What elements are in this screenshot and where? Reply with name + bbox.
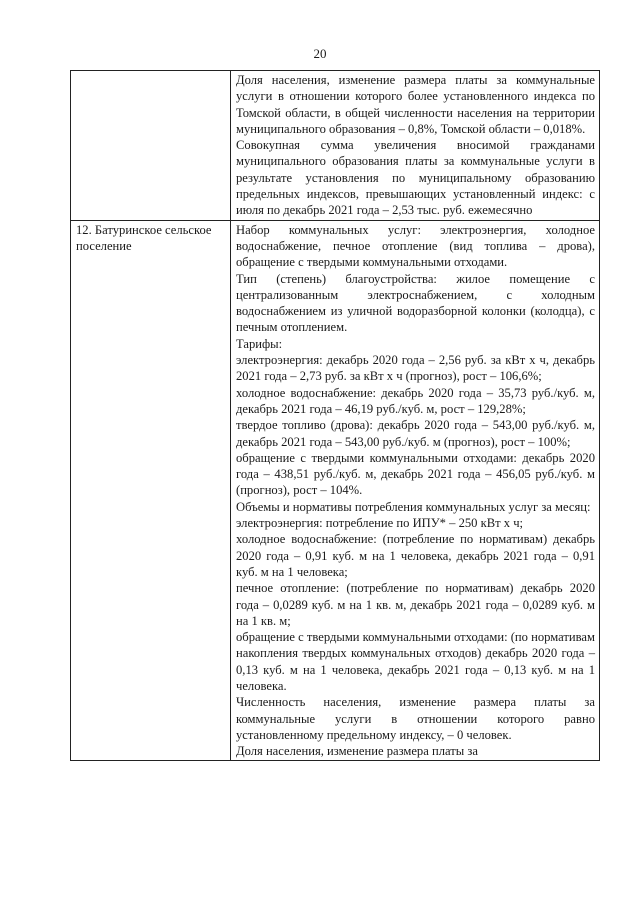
paragraph: электроэнергия: потребление по ИПУ* – 250 кВт х ч;	[236, 516, 524, 531]
paragraph: Набор коммунальных услуг: электроэнергия, холодное водоснабжение, печное отопление (вид топлива – дрова), обращение с твердыми коммунальными отходами.	[236, 222, 595, 270]
paragraph: Тарифы:	[236, 336, 283, 351]
paragraph: Доля населения, изменение размера платы за коммунальные услуги в отношении которого более установленного индекса по Томской области, в общей численности населения на территории муниципального образования – 0,8%, Томской области – 0,018%.	[236, 73, 595, 136]
paragraph: электроэнергия: декабрь 2020 года – 2,56 руб. за кВт х ч, декабрь 2021 года – 2,73 руб. за кВт х ч (прогноз), рост – 106,6%;	[236, 353, 595, 384]
table-row	[71, 220, 600, 761]
paragraph: Тип (степень) благоустройства: жилое помещение с централизованным электроснабжением, с холодным водоснабжением из уличной водоразборной колонки (колодца), с печным отоплением.	[236, 271, 595, 335]
description-cell	[231, 220, 600, 761]
municipality-cell: 12. Батуринское сельское поселение	[71, 220, 231, 761]
paragraph: обращение с твердыми коммунальными отходами: (по нормативам накопления твердых коммунальных отходов) декабрь 2020 года – 0,13 куб. м на 1 человека, декабрь 2021 года – 0,13 куб. м на 1 человека.	[236, 630, 595, 693]
paragraph: Объемы и нормативы потребления коммунальных услуг за месяц:	[236, 499, 591, 514]
paragraph: Совокупная сумма увеличения вносимой гражданами муниципального образования платы за коммунальные услуги в результате установления по муниципальному образованию предельных индексов, превышающих установленный индекс: с июля по декабрь 2021 года – 2,53 тыс. руб. ежемесячно	[236, 138, 595, 218]
paragraph: Численность населения, изменение размера платы за коммунальные услуги в отношении которого равно установленному предельному индексу, – 0 человек.	[236, 695, 595, 742]
description-cell	[231, 71, 600, 221]
paragraph: твердое топливо (дрова): декабрь 2020 года – 543,00 руб./куб. м, декабрь 2021 года – 543,00 руб./куб. м (прогноз), рост – 100%;	[236, 418, 595, 449]
paragraph: Доля населения, изменение размера платы за	[236, 744, 478, 759]
document-table	[70, 70, 600, 761]
paragraph: обращение с твердыми коммунальными отходами: декабрь 2020 года – 438,51 руб./куб. м, декабрь 2021 года – 456,05 руб./куб. м (прогноз), рост – 104%.	[236, 450, 595, 498]
paragraph: холодное водоснабжение: декабрь 2020 года – 35,73 руб./куб. м, декабрь 2021 года – 46,19 руб./куб. м, рост – 129,28%;	[236, 385, 595, 416]
table-row	[71, 71, 600, 221]
page-number: 20	[313, 46, 327, 61]
municipality-cell	[71, 71, 231, 221]
paragraph: холодное водоснабжение: (потребление по нормативам) декабрь 2020 года – 0,91 куб. м на 1 человека, декабрь 2021 года – 0,91 куб. м на 1 человека;	[236, 532, 595, 579]
paragraph: печное отопление: (потребление по нормативам) декабрь 2020 года – 0,0289 куб. м на 1 кв. м, декабрь 2021 года – 0,0289 куб. м на 1 кв. м;	[236, 581, 595, 628]
